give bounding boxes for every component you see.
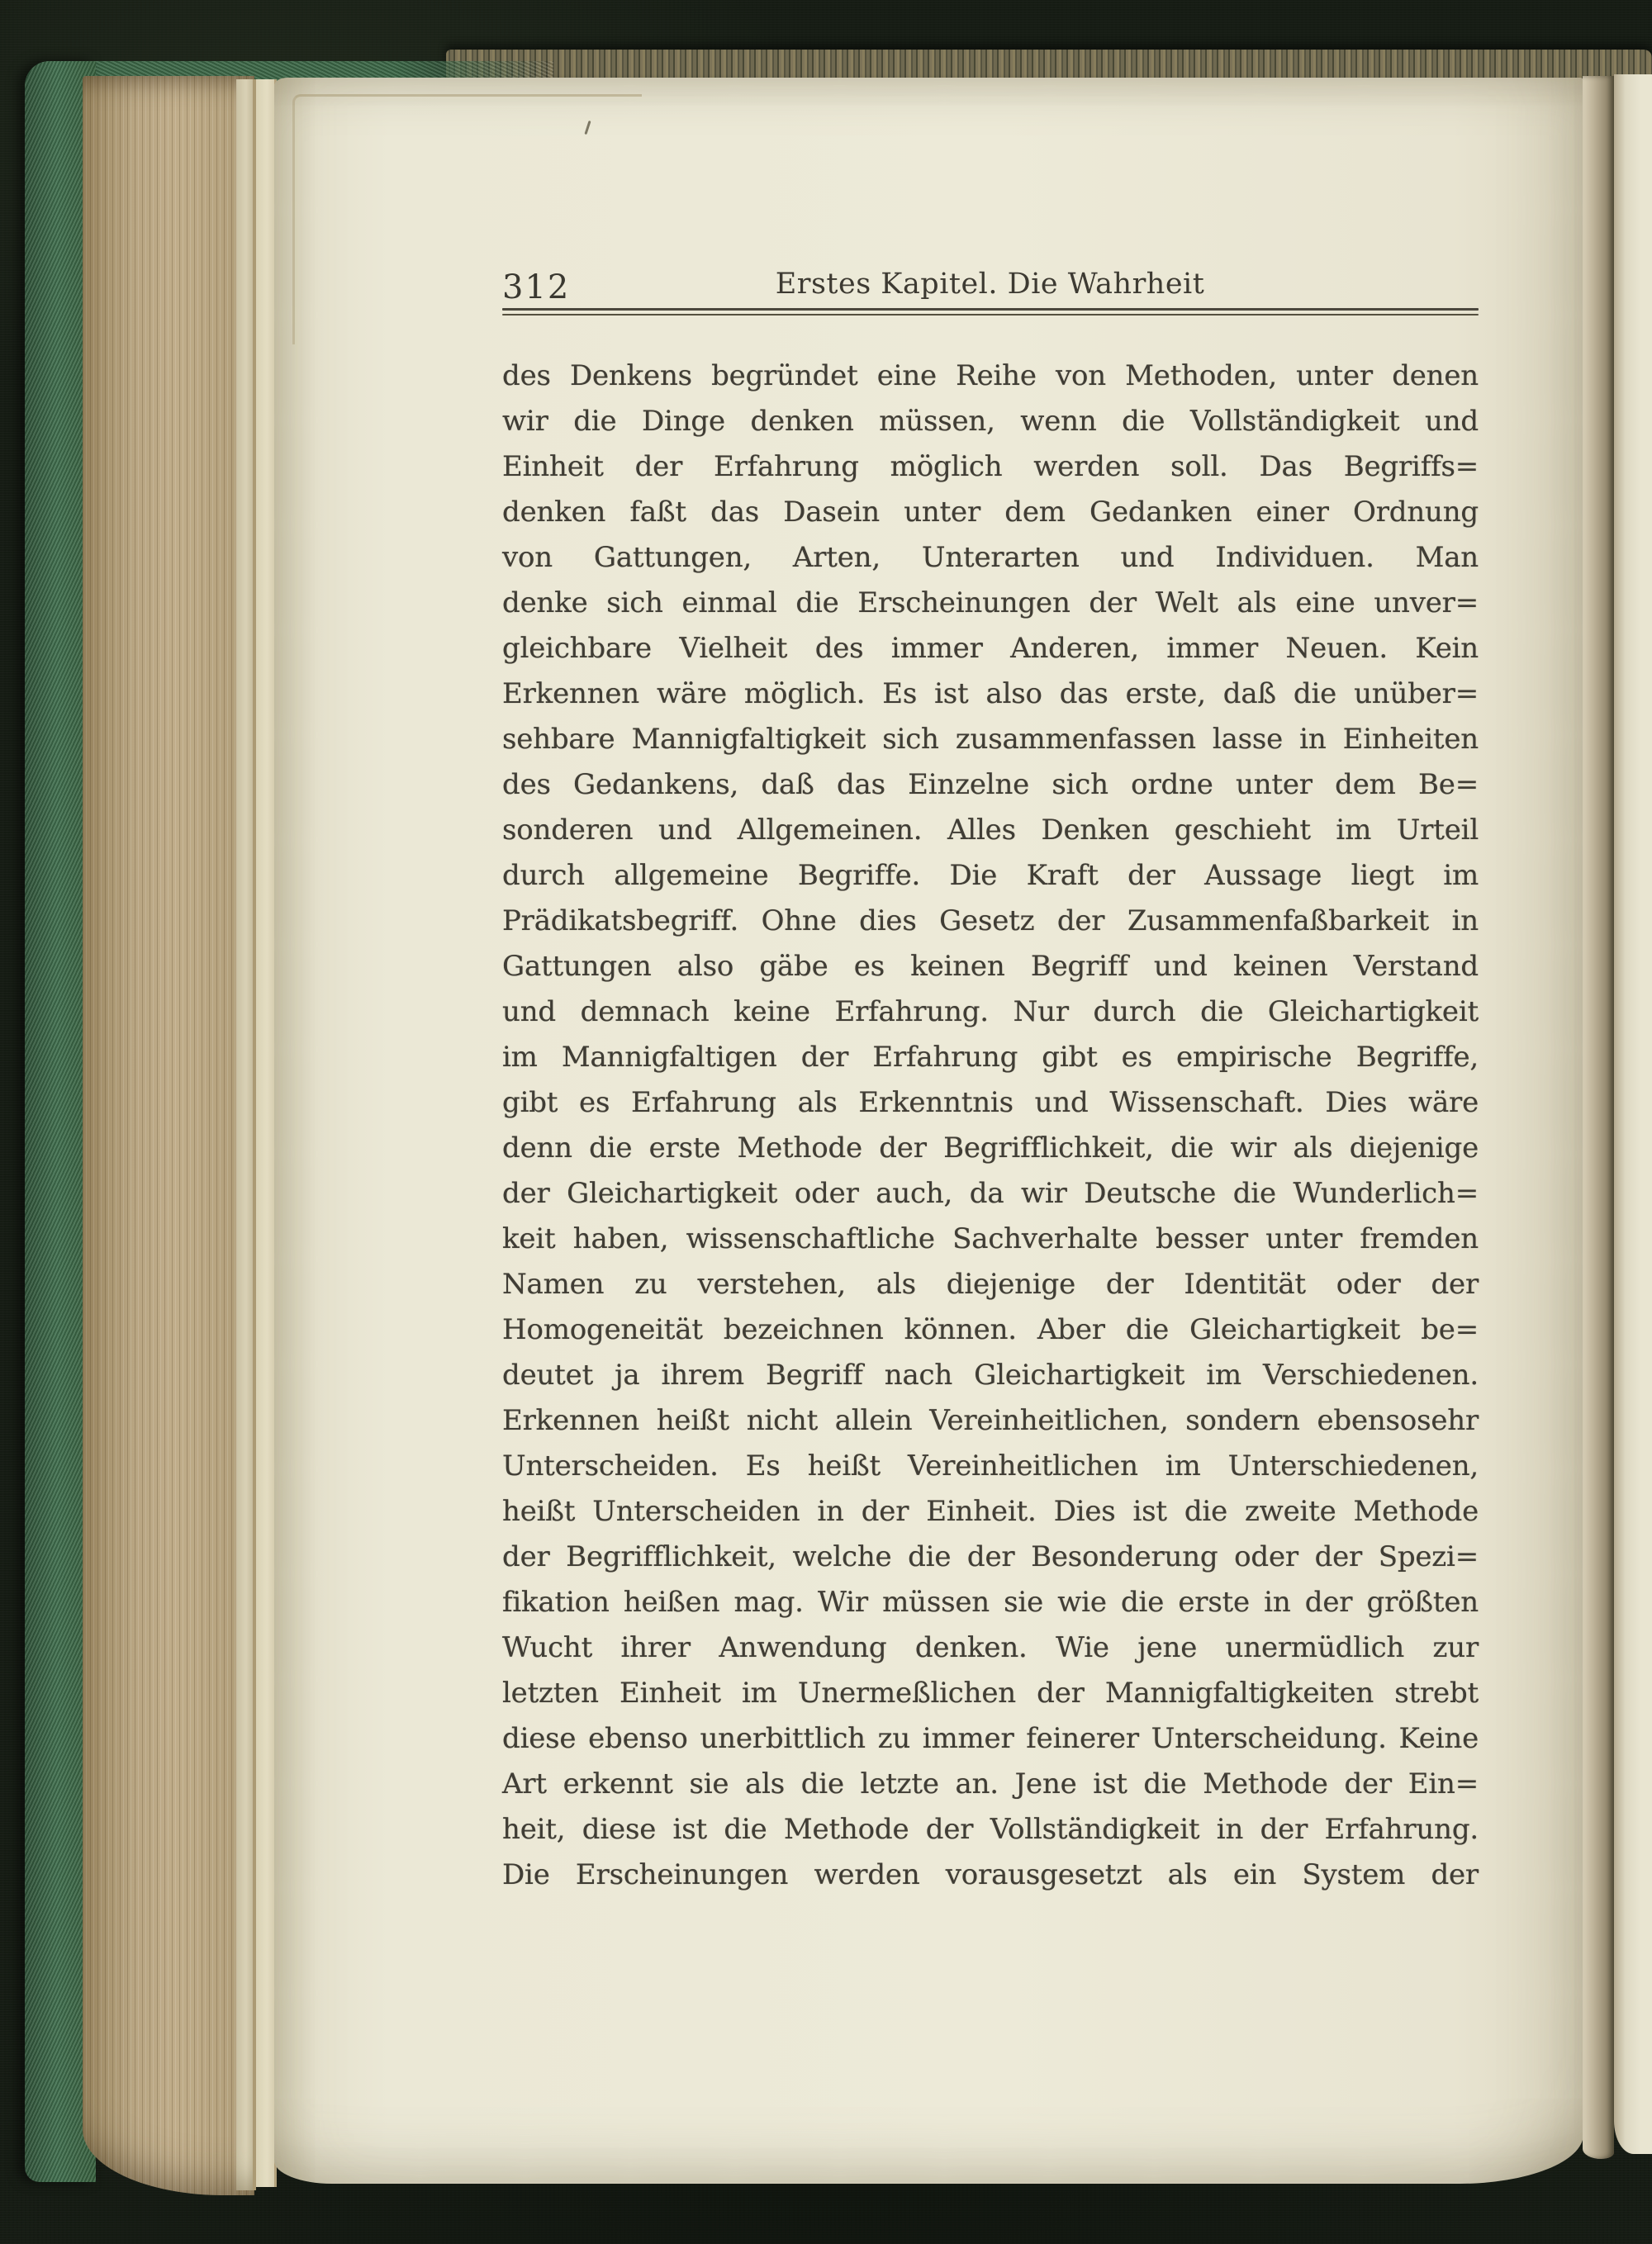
text-line: sonderen und Allgemeinen. Alles Denken geschieht im Urteil (502, 814, 1479, 847)
gutter-shadow (1583, 76, 1614, 2159)
body-text (502, 353, 1479, 1898)
facing-page-sliver (1614, 74, 1652, 2154)
text-line: Prädikatsbegriff. Ohne dies Gesetz der Zusammenfaßbarkeit in (502, 904, 1479, 937)
text-line: von Gattungen, Arten, Unterarten und Individuen. Man (502, 541, 1479, 574)
page-header (502, 263, 1478, 306)
text-line: der Begrifflichkeit, welche die der Besonderung oder der Spezi= (502, 1540, 1479, 1573)
text-line: wir die Dinge denken müssen, wenn die Vollständigkeit und (502, 405, 1479, 438)
text-line: des Denkens begründet eine Reihe von Methoden, unter denen (502, 359, 1479, 392)
text-line: Erkennen heißt nicht allein Vereinheitlichen, sondern ebensosehr (502, 1404, 1479, 1437)
text-line: Art erkennt sie als die letzte an. Jene ist die Methode der Ein= (502, 1767, 1479, 1800)
text-line: deutet ja ihrem Begriff nach Gleichartigkeit im Verschiedenen. (502, 1359, 1479, 1392)
running-header: Erstes Kapitel. Die Wahrheit (775, 268, 1205, 301)
text-line: Die Erscheinungen werden vorausgesetzt als ein System der (502, 1858, 1479, 1891)
text-line: der Gleichartigkeit oder auch, da wir Deutsche die Wunderlich= (502, 1177, 1479, 1210)
text-line: keit haben, wissenschaftliche Sachverhalte besser unter fremden (502, 1222, 1479, 1255)
text-line: heißt Unterscheiden in der Einheit. Dies ist die zweite Methode (502, 1495, 1479, 1528)
book-page (274, 78, 1583, 2184)
text-line: gleichbare Vielheit des immer Anderen, immer Neuen. Kein (502, 632, 1479, 665)
text-line: denken faßt das Dasein unter dem Gedanken einer Ordnung (502, 496, 1479, 529)
text-line: durch allgemeine Begriffe. Die Kraft der Aussage liegt im (502, 859, 1479, 892)
text-line: und demnach keine Erfahrung. Nur durch die Gleichartigkeit (502, 995, 1479, 1028)
text-line: Gattungen also gäbe es keinen Begriff und keinen Verstand (502, 950, 1479, 983)
text-line: Wucht ihrer Anwendung denken. Wie jene unermüdlich zur (502, 1631, 1479, 1664)
text-line: diese ebenso unerbittlich zu immer feinerer Unterscheidung. Keine (502, 1722, 1479, 1755)
header-rule (502, 308, 1479, 315)
text-line: des Gedankens, daß das Einzelne sich ordne unter dem Be= (502, 768, 1479, 801)
text-line: Homogeneität bezeichnen können. Aber die Gleichartigkeit be= (502, 1313, 1479, 1346)
text-line: Erkennen wäre möglich. Es ist also das erste, daß die unüber= (502, 677, 1479, 710)
text-line: Namen zu verstehen, als diejenige der Identität oder der (502, 1268, 1479, 1301)
header-rule-thin-line (502, 314, 1479, 315)
text-line: im Mannigfaltigen der Erfahrung gibt es empirische Begriffe, (502, 1041, 1479, 1074)
text-line: Unterscheiden. Es heißt Vereinheitlichen im Unterschiedenen, (502, 1449, 1479, 1483)
text-line: Einheit der Erfahrung möglich werden soll. Das Begriffs= (502, 450, 1479, 483)
text-line: heit, diese ist die Methode der Vollständigkeit in der Erfahrung. (502, 1813, 1479, 1846)
text-line: sehbare Mannigfaltigkeit sich zusammenfassen lasse in Einheiten (502, 723, 1479, 756)
text-line: denn die erste Methode der Begrifflichkeit, die wir als diejenige (502, 1131, 1479, 1165)
page-number: 312 (502, 268, 571, 306)
text-line: gibt es Erfahrung als Erkenntnis und Wissenschaft. Dies wäre (502, 1086, 1479, 1119)
header-rule-thick-line (502, 308, 1479, 311)
page-edge-step (236, 79, 256, 2190)
page-fore-edge-stack (83, 76, 254, 2195)
text-line: letzten Einheit im Unermeßlichen der Mannigfaltigkeiten strebt (502, 1677, 1479, 1710)
text-line: denke sich einmal die Erscheinungen der Welt als eine unver= (502, 586, 1479, 619)
text-line: fikation heißen mag. Wir müssen sie wie die erste in der größten (502, 1586, 1479, 1619)
stray-ink-mark (584, 121, 591, 135)
